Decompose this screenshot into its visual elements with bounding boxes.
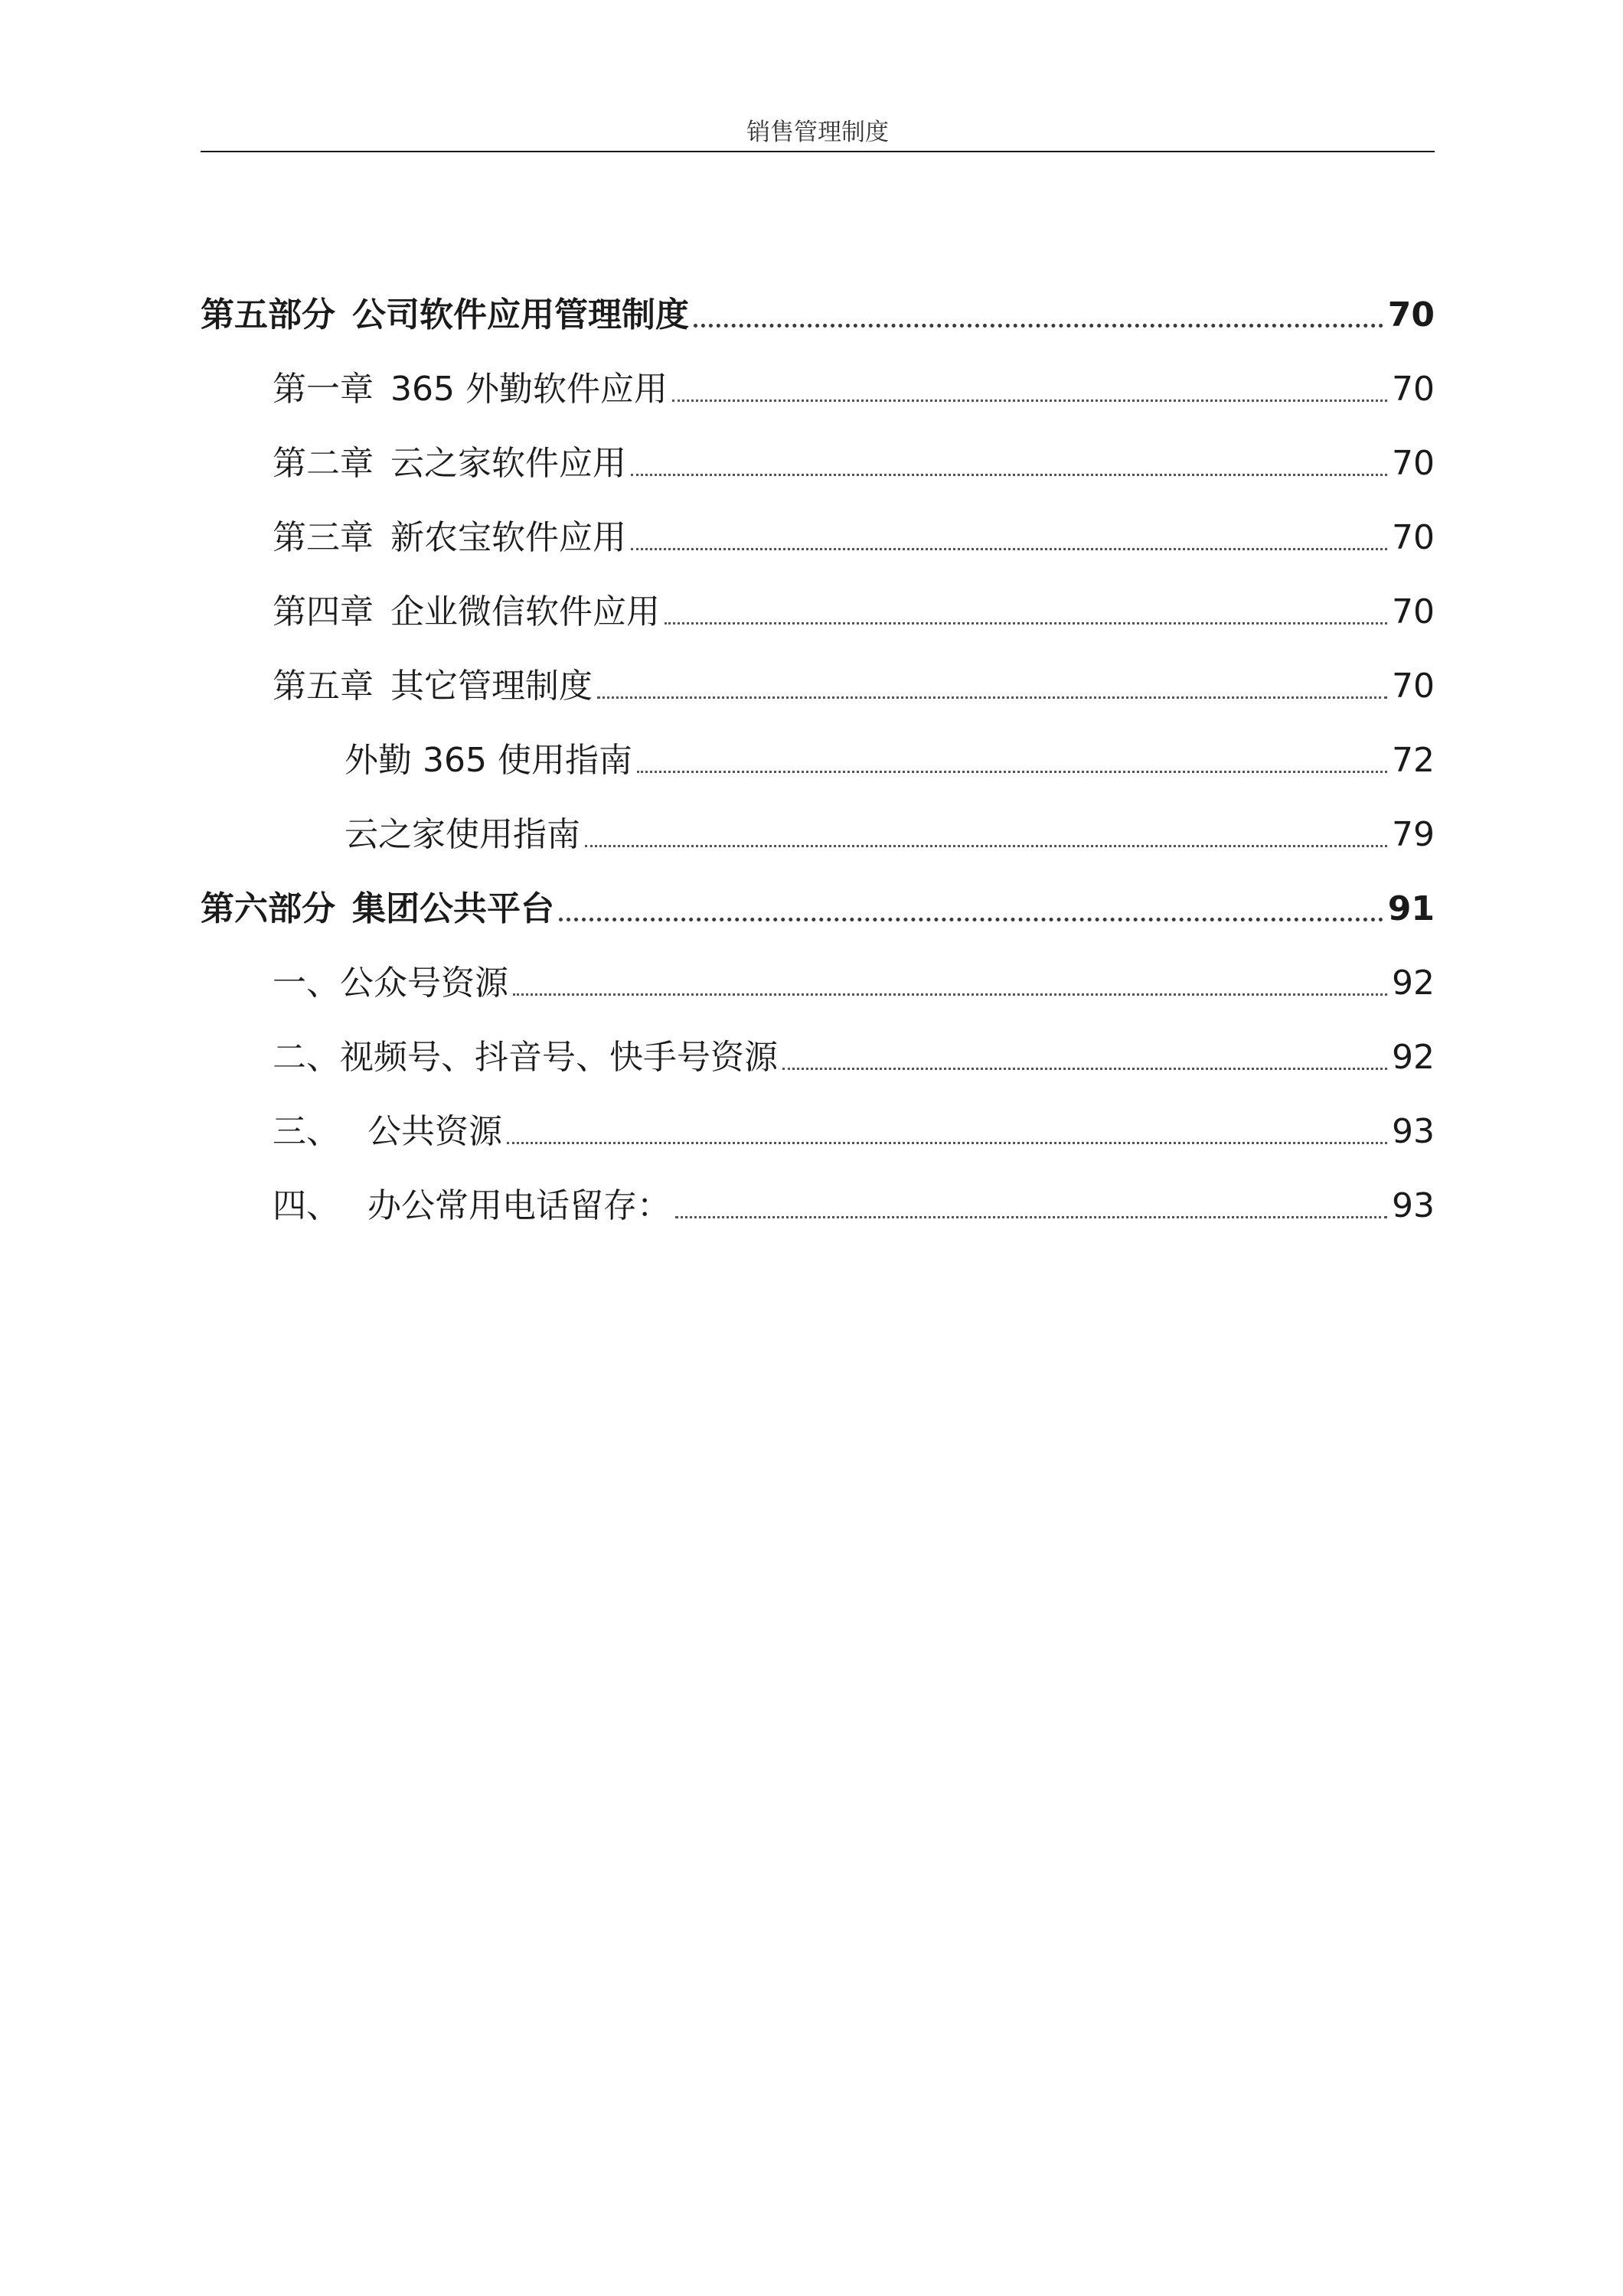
toc-entry-text: 云之家软件应用 xyxy=(390,444,626,483)
toc-entry-number: 第五部分 xyxy=(201,295,335,334)
toc-entry-title xyxy=(201,292,689,338)
toc-dot-leader xyxy=(672,400,1387,402)
toc-dot-leader xyxy=(585,845,1387,847)
toc-entry[interactable] xyxy=(201,338,1435,413)
toc-entry[interactable] xyxy=(201,487,1435,561)
toc-page-number: 70 xyxy=(1392,667,1435,706)
toc-page-number: 70 xyxy=(1392,370,1435,409)
toc-entry-number: 四、 xyxy=(273,1186,340,1225)
toc-dot-leader xyxy=(597,696,1387,699)
toc-entry[interactable] xyxy=(201,932,1435,1006)
toc-entry[interactable] xyxy=(201,858,1435,932)
toc-dot-leader xyxy=(675,1216,1387,1218)
toc-dot-leader xyxy=(631,474,1387,476)
toc-entry-title xyxy=(273,441,626,487)
toc-page-number: 91 xyxy=(1387,889,1435,928)
toc-entry-title xyxy=(273,367,668,413)
toc-entry-text: 其它管理制度 xyxy=(390,667,593,706)
toc-entry-text: 新农宝软件应用 xyxy=(390,518,626,557)
toc-entry-number: 三、 xyxy=(273,1112,340,1151)
toc-entry-title xyxy=(273,1183,671,1229)
toc-dot-leader xyxy=(559,918,1383,921)
toc-entry-text: 365 外勤软件应用 xyxy=(390,370,668,409)
toc-page-number: 92 xyxy=(1392,964,1435,1003)
toc-dot-leader xyxy=(513,993,1387,996)
toc-entry-text: 企业微信软件应用 xyxy=(390,592,660,631)
toc-page-number: 93 xyxy=(1392,1112,1435,1151)
toc-entry-title xyxy=(273,1109,502,1155)
toc-entry-number: 第六部分 xyxy=(201,889,335,928)
toc-page-number: 92 xyxy=(1392,1038,1435,1077)
toc-entry-title xyxy=(273,589,660,635)
toc-page-number: 70 xyxy=(1387,295,1435,334)
toc-dot-leader xyxy=(507,1142,1387,1144)
toc-entry-text: 集团公共平台 xyxy=(352,889,554,928)
toc-entry[interactable] xyxy=(201,709,1435,784)
toc-page-number: 72 xyxy=(1392,741,1435,780)
toc-entry-title xyxy=(345,738,632,784)
toc-entry-number: 第三章 xyxy=(273,518,374,557)
toc-entry-number: 第五章 xyxy=(273,667,374,706)
toc-page-number: 70 xyxy=(1392,592,1435,631)
toc-entry-number: 第二章 xyxy=(273,444,374,483)
toc-entry-text: 办公常用电话留存： xyxy=(357,1186,671,1225)
toc-entry-text: 公司软件应用管理制度 xyxy=(352,295,689,334)
toc-dot-leader xyxy=(694,324,1383,328)
toc-page-number: 70 xyxy=(1392,444,1435,483)
toc-entry-text: 公众号资源 xyxy=(340,964,508,1003)
toc-entry-number: 第一章 xyxy=(273,370,374,409)
toc-page-number: 93 xyxy=(1392,1186,1435,1225)
toc-entry-title xyxy=(273,515,626,561)
toc-entry[interactable] xyxy=(201,413,1435,487)
toc-entry-text: 视频号、抖音号、快手号资源 xyxy=(340,1038,778,1077)
toc-entry-title xyxy=(345,812,580,858)
toc-entry[interactable] xyxy=(201,1006,1435,1081)
toc-entry-number: 二、 xyxy=(273,1038,340,1077)
toc-entry[interactable] xyxy=(201,1155,1435,1229)
toc-page-number: 70 xyxy=(1392,518,1435,557)
toc-entry[interactable] xyxy=(201,1081,1435,1155)
toc-entry[interactable] xyxy=(201,561,1435,635)
toc-dot-leader xyxy=(637,771,1387,773)
toc-entry-number: 一、 xyxy=(273,964,340,1003)
toc-entry-text: 外勤 365 使用指南 xyxy=(345,741,632,780)
toc-entry-title xyxy=(273,960,508,1006)
toc-dot-leader xyxy=(782,1068,1387,1070)
toc-entry-title xyxy=(273,664,593,709)
toc-page-number: 79 xyxy=(1392,815,1435,854)
toc-entry-text: 公共资源 xyxy=(357,1112,502,1151)
toc-dot-leader xyxy=(631,548,1387,550)
toc-entry-title xyxy=(201,886,554,932)
header-divider xyxy=(201,151,1435,152)
toc-entry[interactable] xyxy=(201,784,1435,858)
page-header-title: 销售管理制度 xyxy=(746,119,889,146)
toc-entry[interactable] xyxy=(201,635,1435,709)
toc-entry-number: 第四章 xyxy=(273,592,374,631)
toc-dot-leader xyxy=(665,622,1387,625)
toc-entry-text: 云之家使用指南 xyxy=(345,815,580,854)
table-of-contents xyxy=(201,264,1435,1229)
toc-entry-title xyxy=(273,1035,778,1081)
toc-entry[interactable] xyxy=(201,264,1435,338)
